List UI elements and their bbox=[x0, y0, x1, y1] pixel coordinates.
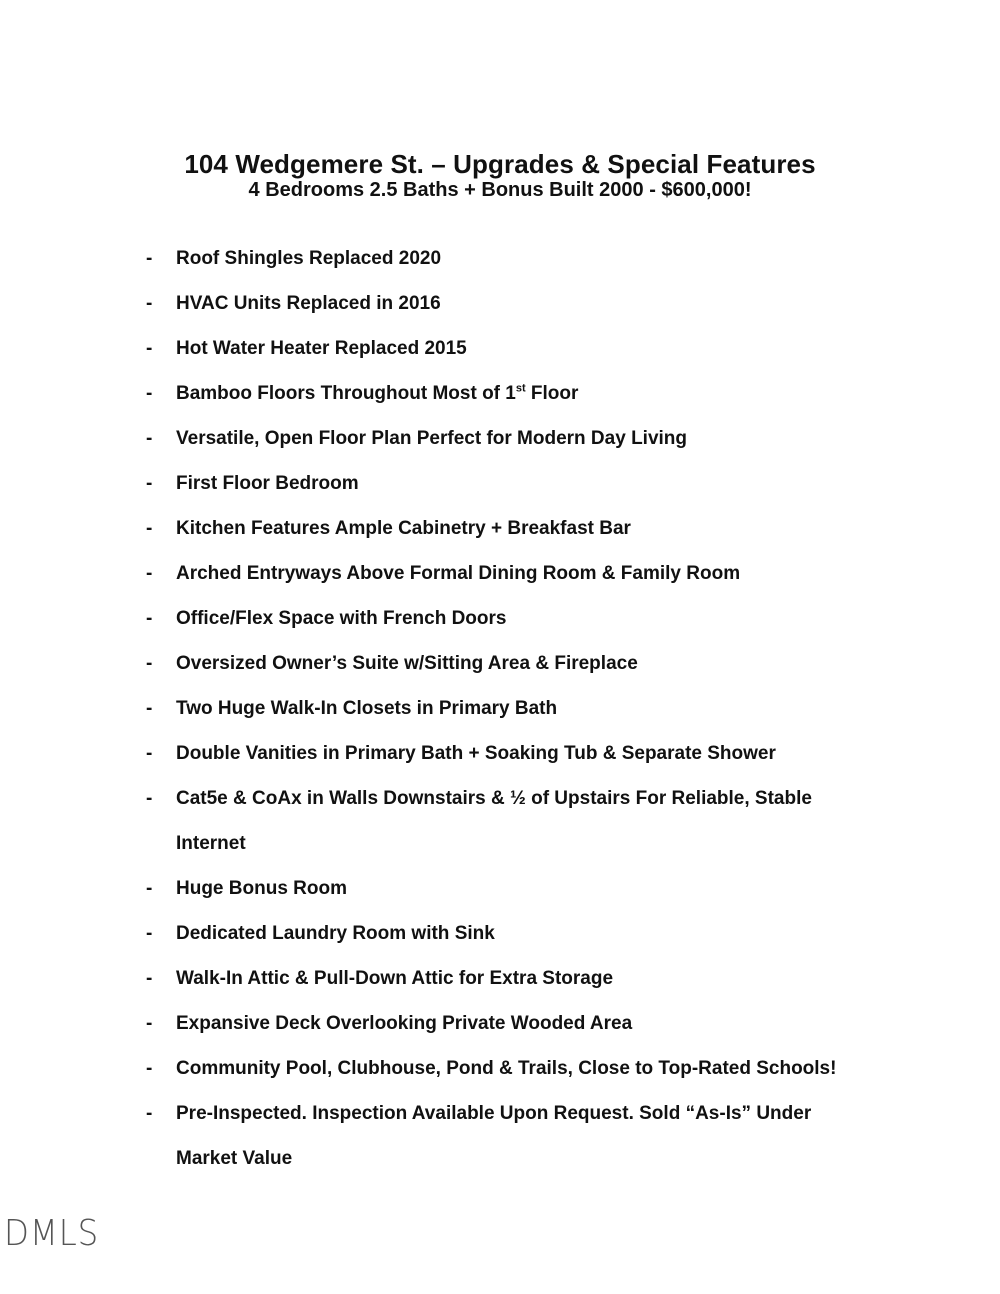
bullet-dash: - bbox=[146, 428, 153, 449]
bullet-dash: - bbox=[146, 923, 153, 944]
feature-text: Double Vanities in Primary Bath + Soaking Tub & Separate Shower bbox=[176, 743, 776, 764]
feature-text: Cat5e & CoAx in Walls Downstairs & ½ of Upstairs For Reliable, Stable bbox=[176, 788, 812, 809]
feature-text: Oversized Owner’s Suite w/Sitting Area & Fireplace bbox=[176, 653, 638, 674]
feature-text: Dedicated Laundry Room with Sink bbox=[176, 923, 495, 944]
document-title: 104 Wedgemere St. – Upgrades & Special Features bbox=[184, 149, 816, 179]
feature-text: Huge Bonus Room bbox=[176, 878, 347, 899]
feature-text bbox=[176, 371, 876, 416]
feature-text: Community Pool, Clubhouse, Pond & Trails, Close to Top-Rated Schools! bbox=[176, 1058, 837, 1079]
bullet-dash: - bbox=[146, 698, 153, 719]
bullet-dash: - bbox=[146, 653, 153, 674]
feature-text: Kitchen Features Ample Cabinetry + Breakfast Bar bbox=[176, 518, 631, 539]
feature-text: Internet bbox=[176, 833, 246, 854]
document-subtitle: 4 Bedrooms 2.5 Baths + Bonus Built 2000 - $600,000! bbox=[248, 179, 752, 201]
feature-text: HVAC Units Replaced in 2016 bbox=[176, 293, 441, 314]
feature-text: Expansive Deck Overlooking Private Wooded Area bbox=[176, 1013, 633, 1034]
bullet-dash: - bbox=[146, 1058, 153, 1079]
bullet-dash: - bbox=[146, 293, 153, 314]
ordinal-superscript: st bbox=[515, 382, 526, 395]
bullet-dash: - bbox=[146, 1103, 153, 1124]
bullet-dash: - bbox=[146, 473, 153, 494]
feature-text-part: Floor bbox=[525, 383, 579, 404]
feature-text-part: Bamboo Floors Throughout Most of 1 bbox=[176, 383, 516, 404]
feature-text: Walk-In Attic & Pull-Down Attic for Extra Storage bbox=[176, 968, 614, 989]
bullet-dash: - bbox=[146, 788, 153, 809]
bullet-dash: - bbox=[146, 563, 153, 584]
bullet-dash: - bbox=[146, 608, 153, 629]
bullet-dash: - bbox=[146, 968, 153, 989]
bullet-dash: - bbox=[146, 248, 153, 269]
bullet-dash: - bbox=[146, 338, 153, 359]
feature-text: Pre-Inspected. Inspection Available Upon Request. Sold “As-Is” Under bbox=[176, 1103, 812, 1124]
bullet-dash: - bbox=[146, 518, 153, 539]
bullet-dash: - bbox=[146, 878, 153, 899]
bullet-dash: - bbox=[146, 743, 153, 764]
feature-text: Arched Entryways Above Formal Dining Room & Family Room bbox=[176, 563, 741, 584]
bullet-dash: - bbox=[146, 1013, 153, 1034]
bullet-dash: - bbox=[146, 383, 153, 404]
feature-text: Roof Shingles Replaced 2020 bbox=[176, 248, 442, 269]
feature-text: Hot Water Heater Replaced 2015 bbox=[176, 338, 467, 359]
feature-text: Office/Flex Space with French Doors bbox=[176, 608, 507, 629]
feature-text: Versatile, Open Floor Plan Perfect for Modern Day Living bbox=[176, 428, 688, 449]
feature-text: First Floor Bedroom bbox=[176, 473, 359, 494]
feature-text: Two Huge Walk-In Closets in Primary Bath bbox=[176, 698, 558, 719]
dmls-watermark: DMLS bbox=[4, 1213, 100, 1254]
feature-text: Market Value bbox=[176, 1148, 293, 1169]
